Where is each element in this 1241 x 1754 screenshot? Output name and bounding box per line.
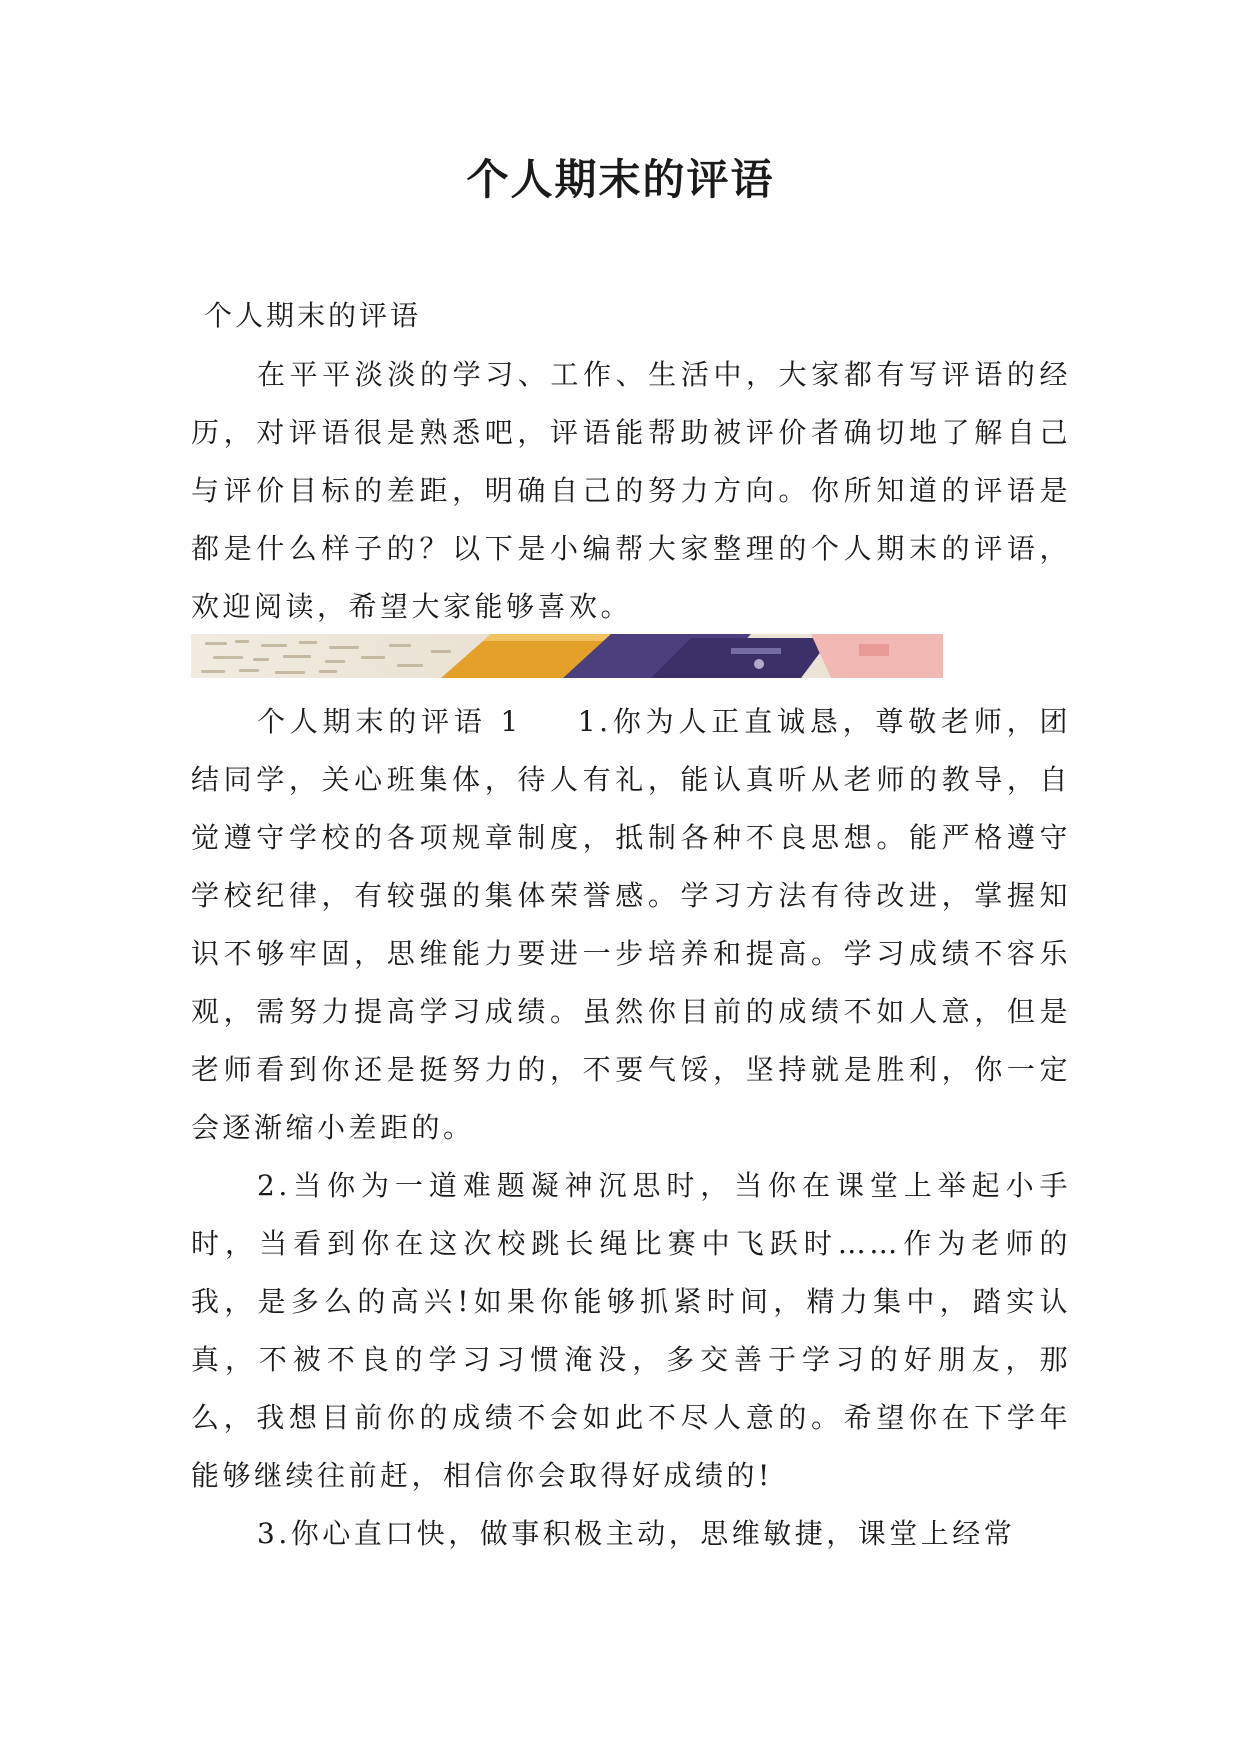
intro-section (191, 346, 1071, 636)
books-banner-image (191, 634, 943, 678)
intro-paragraph: 在平平淡淡的学习、工作、生活中，大家都有写评语的经历，对评语很是熟悉吧，评语能帮助被评价者确切地了解自己与评价目标的差距，明确自己的努力方向。你所知道的评语是都是什么样子的？以下是小编帮大家整理的个人期末的评语，欢迎阅读，希望大家能够喜欢。 (191, 358, 1071, 623)
books-photo-icon (191, 634, 943, 678)
item-1-text: 1.你为人正直诚恳，尊敬老师，团结同学，关心班集体，待人有礼，能认真听从老师的教导，自觉遵守学校的各项规章制度，抵制各种不良思想。能严格遵守学校纪律，有较强的集体荣誉感。学习方法有待改进，掌握知识不够牢固，思维能力要进一步培养和提高。学习成绩不容乐观，需努力提高学习成绩。虽然你目前的成绩不如人意，但是老师看到你还是挺努力的，不要气馁，坚持就是胜利，你一定会逐渐缩小差距的。 (191, 705, 1072, 1144)
document-subtitle: 个人期末的评语 (204, 299, 422, 332)
essay-section (191, 693, 1071, 1563)
item-2-paragraph: 2.当你为一道难题凝神沉思时，当你在课堂上举起小手时，当看到你在这次校跳长绳比赛中飞跃时……作为老师的我，是多么的高兴!如果你能够抓紧时间，精力集中，踏实认真，不被不良的学习习惯淹没，多交善于学习的好朋友，那么，我想目前你的成绩不会如此不尽人意的。希望你在下学年能够继续往前赶，相信你会取得好成绩的! (191, 1169, 1071, 1492)
document-title: 个人期末的评语 (466, 155, 775, 204)
item-1-paragraph (191, 693, 1071, 1157)
section-1-heading: 个人期末的评语 1 (257, 705, 522, 738)
item-3-paragraph: 3.你心直口快，做事积极主动，思维敏捷，课堂上经常 (257, 1517, 1016, 1550)
